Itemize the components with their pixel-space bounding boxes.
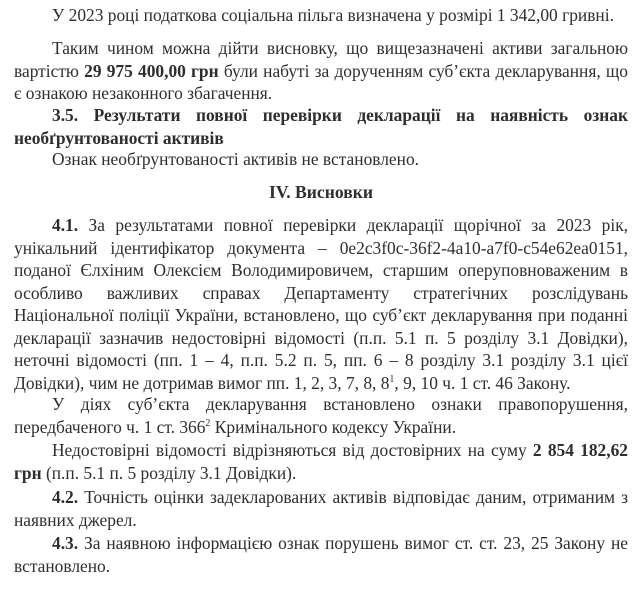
paragraph-discrepancy	[14, 439, 628, 484]
item-4-2-number: 4.2.	[52, 487, 79, 507]
total-assets-amount: 29 975 400,00 грн	[84, 60, 219, 81]
superscript: 1	[389, 373, 395, 385]
item-4-3	[14, 532, 628, 577]
discrepancy-text-before: Недостовірні відомості відрізняються від достовірних на суму	[52, 440, 533, 460]
offense-text-end: Кримінального кодексу України.	[210, 416, 457, 437]
section-3-5-heading: 3.5. Результати повної перевірки декларації на наявність ознак необґрунтованості активів	[14, 105, 628, 148]
conclusion-text-after: були набуті за дорученням суб’єкта декларування, що є ознакою незаконного збагачення.	[14, 60, 628, 103]
section-IV-heading: IV. Висновки	[268, 182, 374, 202]
paragraph-tax-benefit: У 2023 році податкова соціальна пільга визначена у розмірі 1 342,00 гривні.	[52, 5, 614, 25]
section-3-5-text: Ознак необґрунтованості активів не встановлено.	[52, 149, 420, 169]
conclusion-text-before: Таким чином можна дійти висновку, що вищезазначені активи загальною вартістю	[14, 38, 628, 81]
item-4-1-text-end: , 9, 10 ч. 1 ст. 46 Закону.	[394, 372, 571, 393]
item-4-2-text: Точність оцінки задекларованих активів відповідає даним, отриманим з наявних джерел.	[14, 487, 628, 530]
item-4-3-number: 4.3.	[52, 533, 79, 553]
item-4-3-text: За наявною інформацією ознак порушень вимог ст. ст. 23, 25 Закону не встановлено.	[14, 533, 628, 576]
discrepancy-amount: 2 854 182,62 грн	[14, 440, 628, 483]
item-4-1	[14, 214, 628, 394]
superscript: 2	[205, 417, 211, 429]
discrepancy-text-after: (п.п. 5.1 п. 5 розділу 3.1 Довідки).	[41, 462, 297, 483]
paragraph-illicit-enrichment-conclusion	[14, 37, 628, 105]
item-4-2	[14, 486, 628, 531]
paragraph-offense	[14, 393, 628, 438]
offense-text: У діях суб’єкта декларування встановлено ознаки правопорушення, передбаченого ч. 1 ст. 366	[14, 394, 628, 437]
item-4-1-number: 4.1.	[52, 215, 79, 235]
item-4-1-text: За результатами повної перевірки декларації щорічної за 2023 рік, унікальний ідентифікатор документа – 0e2c3f0c-36f2-4a10-a7f0-c54e62ea0151, поданої Єлхіним Олексієм Володимировичем, старшим оперуповноваженим в особливо важливих справах Департаменту стратегічних розслідувань Національної поліції України, встановлено, що суб’єкт декларування при поданні декларації зазначив недостовірні відомості (п.п. 5.1 п. 5 розділу 3.1 Довідки), неточні відомості (пп. 1 – 4, п.п. 5.2 п. 5, пп. 6 – 8 розділу 3.1 розділу 3.1 цієї Довідки), чим не дотримав вимог пп. 1, 2, 3, 7, 8, 8	[14, 215, 628, 393]
